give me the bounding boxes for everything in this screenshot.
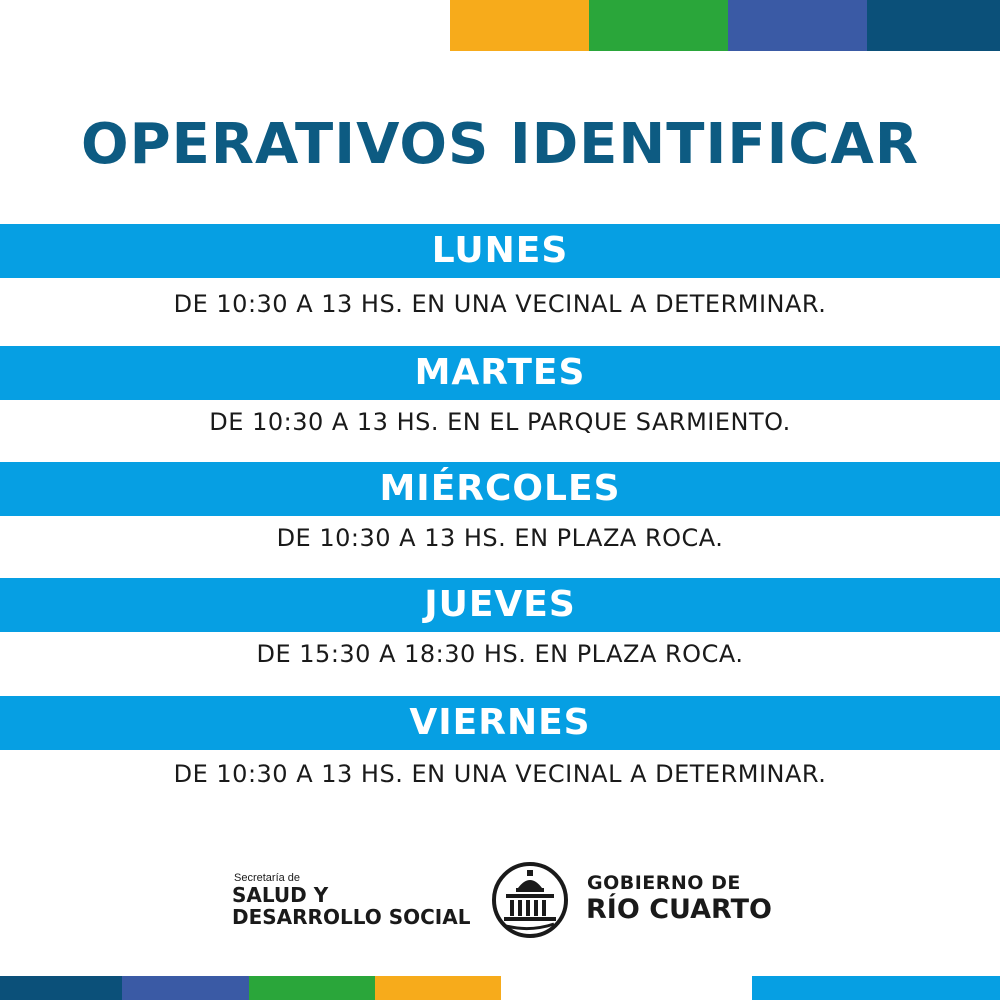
stripe-blue — [728, 0, 867, 51]
bottom-color-stripes — [0, 976, 1000, 1000]
gobierno-city: RÍO CUARTO — [586, 894, 772, 925]
day-band-tuesday: MARTES — [0, 346, 1000, 400]
secretaria-line1: SALUD Y — [232, 883, 329, 907]
top-color-stripes — [450, 0, 1000, 51]
stripe-blue-bottom — [122, 976, 249, 1000]
stripe-white-gap — [501, 976, 752, 1000]
stripe-navy-bottom — [0, 976, 122, 1000]
day-detail-friday: DE 10:30 A 13 HS. EN UNA VECINAL A DETERMINAR. — [173, 760, 827, 788]
day-detail-tuesday: DE 10:30 A 13 HS. EN EL PARQUE SARMIENTO. — [209, 408, 791, 436]
day-band-wednesday: MIÉRCOLES — [0, 462, 1000, 516]
gobierno-label: GOBIERNO DE — [587, 872, 741, 894]
secretaria-line2: DESARROLLO SOCIAL — [232, 905, 471, 929]
footer-logos — [0, 856, 1000, 946]
secretaria-label: Secretaría de — [234, 872, 301, 884]
page-title: OPERATIVOS IDENTIFICAR — [81, 112, 919, 177]
stripe-navy — [867, 0, 1000, 51]
day-detail-wednesday: DE 10:30 A 13 HS. EN PLAZA ROCA. — [276, 524, 724, 552]
day-detail-thursday: DE 15:30 A 18:30 HS. EN PLAZA ROCA. — [256, 640, 744, 668]
building-dome-icon — [490, 860, 570, 940]
day-band-thursday: JUEVES — [0, 578, 1000, 632]
stripe-green-bottom — [249, 976, 375, 1000]
stripe-yellow-bottom — [375, 976, 501, 1000]
stripe-yellow — [450, 0, 589, 51]
day-band-friday: VIERNES — [0, 696, 1000, 750]
stripe-lightblue-bottom — [752, 976, 1000, 1000]
day-band-monday: LUNES — [0, 224, 1000, 278]
stripe-green — [589, 0, 728, 51]
day-detail-monday: DE 10:30 A 13 HS. EN UNA VECINAL A DETERMINAR. — [173, 290, 827, 318]
secretaria-name — [232, 884, 470, 928]
